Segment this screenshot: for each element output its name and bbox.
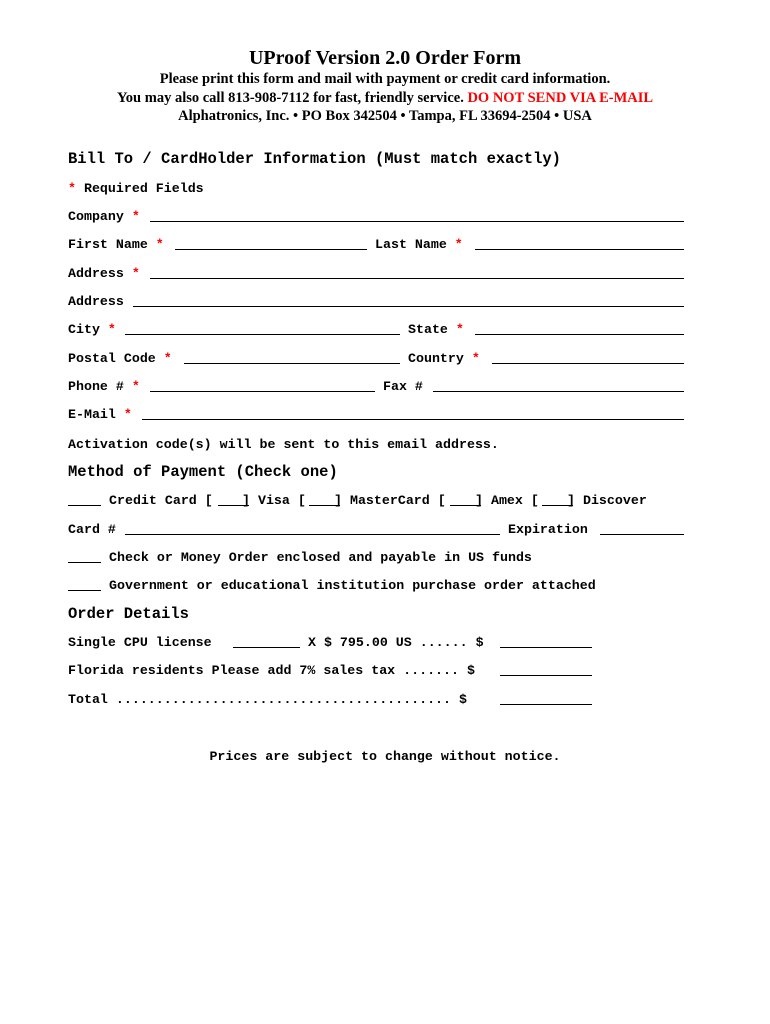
email-label: E-Mail *: [68, 407, 132, 422]
sales-tax-label: Florida residents Please add 7% sales tax ....... $: [68, 663, 475, 678]
required-star: *: [131, 379, 140, 394]
instructions-line-2: [0, 90, 770, 107]
page-title: UProof Version 2.0 Order Form: [248, 47, 521, 69]
gov-po-checkbox[interactable]: [68, 590, 101, 591]
company-address: Alphatronics, Inc. • PO Box 342504 • Tampa, FL 33694-2504 • USA: [178, 108, 592, 124]
required-star: *: [471, 351, 480, 366]
last-name-label: Last Name *: [375, 237, 463, 252]
phone-instructions: You may also call 813-908-7112 for fast, friendly service.: [116, 90, 464, 106]
mastercard-label: ] MasterCard [: [334, 493, 446, 508]
company-label: Company *: [68, 209, 140, 224]
visa-label: ] Visa [: [242, 493, 306, 508]
country-label: Country *: [408, 351, 480, 366]
sales-tax-field[interactable]: [500, 675, 592, 676]
gov-po-label: Government or educational institution purchase order attached: [109, 578, 596, 593]
phone-label: Phone # *: [68, 379, 140, 394]
required-star: *: [123, 407, 132, 422]
city-field[interactable]: [125, 334, 400, 335]
fax-label: Fax #: [383, 379, 423, 394]
discover-label: ] Discover: [567, 493, 647, 508]
instructions-line-1: Please print this form and mail with payment or credit card information.: [159, 71, 611, 87]
first-name-field[interactable]: [175, 249, 367, 250]
subtotal-field[interactable]: [500, 647, 592, 648]
required-star: *: [163, 351, 172, 366]
price-label: X $ 795.00 US ...... $: [308, 635, 484, 650]
company-field[interactable]: [150, 221, 684, 222]
billing-heading: Bill To / CardHolder Information (Must match exactly): [68, 150, 561, 168]
total-field[interactable]: [500, 704, 592, 705]
footer-note: Prices are subject to change without notice.: [209, 749, 561, 764]
expiration-field[interactable]: [600, 534, 684, 535]
required-star: *: [454, 237, 463, 252]
phone-field[interactable]: [150, 391, 375, 392]
postal-code-field[interactable]: [184, 363, 400, 364]
card-number-label: Card #: [68, 522, 116, 537]
last-name-field[interactable]: [475, 249, 684, 250]
city-label: City *: [68, 322, 116, 337]
required-star: *: [155, 237, 164, 252]
fax-field[interactable]: [433, 391, 684, 392]
address-1-label: Address *: [68, 266, 140, 281]
expiration-label: Expiration: [508, 522, 588, 537]
required-star: *: [107, 322, 116, 337]
check-label: Check or Money Order enclosed and payable in US funds: [109, 550, 532, 565]
credit-card-label: Credit Card [: [109, 493, 213, 508]
card-number-field[interactable]: [125, 534, 500, 535]
required-fields-note: [68, 181, 204, 197]
postal-code-label: Postal Code *: [68, 351, 172, 366]
required-star: *: [131, 266, 140, 281]
amex-label: ] Amex [: [475, 493, 539, 508]
no-email-warning: DO NOT SEND VIA E-MAIL: [467, 90, 654, 106]
order-heading: Order Details: [68, 605, 189, 623]
single-cpu-label: Single CPU license: [68, 635, 212, 650]
required-star: *: [131, 209, 140, 224]
required-star: *: [68, 181, 76, 196]
state-label: State *: [408, 322, 464, 337]
address-2-label: Address: [68, 294, 124, 309]
quantity-field[interactable]: [233, 647, 300, 648]
address-1-field[interactable]: [150, 278, 684, 279]
email-field[interactable]: [142, 419, 684, 420]
payment-heading: Method of Payment (Check one): [68, 463, 338, 481]
required-star: *: [455, 322, 464, 337]
state-field[interactable]: [475, 334, 684, 335]
check-checkbox[interactable]: [68, 562, 101, 563]
required-fields-text: Required Fields: [75, 181, 204, 196]
total-label: Total .......................................... $: [68, 692, 467, 707]
country-field[interactable]: [492, 363, 684, 364]
address-2-field[interactable]: [133, 306, 684, 307]
first-name-label: First Name *: [68, 237, 164, 252]
credit-card-checkbox[interactable]: [68, 505, 101, 506]
activation-note: Activation code(s) will be sent to this email address.: [68, 437, 499, 452]
